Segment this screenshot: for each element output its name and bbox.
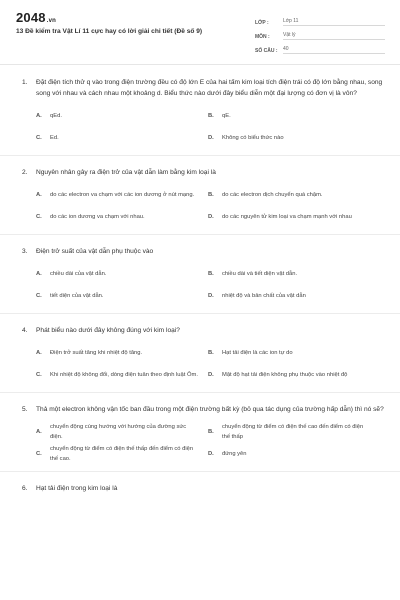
meta-row-class [255, 12, 385, 26]
question-2 [0, 156, 400, 235]
question-text: Thả một electron không vận tốc ban đầu trong một điện trường bất kỳ (bỏ qua tác dụng của trường hấp dẫn) thì nó sẽ? [36, 406, 384, 413]
option-text: do các electron dịch chuyển quá chậm. [222, 192, 323, 198]
option-letter: C. [36, 135, 42, 141]
option-letter: B. [208, 192, 214, 198]
question-number: 6. [22, 485, 28, 492]
option-letter: B. [208, 429, 214, 435]
question-list [0, 66, 400, 500]
answer-options [22, 263, 384, 307]
option-letter: D. [208, 372, 214, 378]
option-letter: D. [208, 451, 214, 457]
option-c[interactable] [36, 206, 208, 228]
answer-options [22, 421, 384, 465]
meta-value: Vật lý [283, 32, 385, 40]
meta-label: LỚP : [255, 20, 269, 26]
option-text: Hạt tải điện là các ion tự do [222, 350, 293, 356]
option-text: chiều dài và tiết diện vật dẫn. [222, 271, 298, 277]
question-6 [0, 472, 400, 500]
option-text: Ed. [50, 135, 59, 141]
option-d[interactable] [208, 364, 380, 386]
question-text: Phát biểu nào dưới đây không đúng với kim loại? [36, 327, 180, 334]
header-divider [0, 64, 400, 65]
meta-value: 40 [283, 46, 385, 54]
question-3 [0, 235, 400, 314]
option-text: Khi nhiệt độ không đổi, dòng điện tuân theo định luật Ôm. [50, 372, 198, 378]
question-header [22, 325, 384, 336]
answer-options [22, 105, 384, 149]
option-letter: D. [208, 293, 214, 299]
meta-value: Lớp 11 [283, 18, 385, 26]
meta-row-subject [255, 26, 385, 40]
option-letter: D. [208, 135, 214, 141]
option-letter: A. [36, 192, 42, 198]
option-letter: A. [36, 350, 42, 356]
option-letter: A. [36, 271, 42, 277]
option-d[interactable] [208, 206, 380, 228]
question-number: 5. [22, 406, 28, 413]
option-a[interactable] [36, 342, 208, 364]
option-text: do các electron va chạm với các ion dương ở nút mạng. [50, 192, 195, 198]
question-text: Điện trở suất của vật dẫn phụ thuộc vào [36, 248, 154, 255]
option-d[interactable] [208, 285, 380, 307]
answer-options [22, 184, 384, 228]
option-text: chuyển động từ điểm có điện thế thấp đến điểm có điện thế cao. [50, 446, 194, 462]
option-text: qEd. [50, 113, 62, 119]
answer-options [22, 342, 384, 386]
option-text: tiết diện của vật dẫn. [50, 293, 104, 299]
option-text: chuyển động cùng hướng với hướng của đường sức điện. [50, 424, 187, 440]
option-text: đứng yên [222, 451, 247, 457]
meta-row-count [255, 40, 385, 54]
option-c[interactable] [36, 443, 208, 465]
option-letter: D. [208, 214, 214, 220]
option-b[interactable] [208, 184, 380, 206]
option-d[interactable] [208, 127, 380, 149]
option-letter: C. [36, 372, 42, 378]
option-text: do các nguyên tử kim loại va chạm mạnh với nhau [222, 214, 352, 220]
option-a[interactable] [36, 184, 208, 206]
question-number: 2. [22, 169, 28, 176]
question-text: Đặt điện tích thử q vào trong điện trường đều có độ lớn E của hai tấm kim loại tích điện trái có độ lớn bằng nhau, song song với nhau và cách nhau một khoảng d. Biểu thức nào dưới đây biểu diễn một đại lượng có đơn vị là vôn? [36, 79, 383, 97]
option-text: do các ion dương va chạm với nhau. [50, 214, 145, 220]
option-text: Mật độ hạt tải điện không phụ thuộc vào nhiệt độ [222, 372, 348, 378]
option-letter: B. [208, 113, 214, 119]
site-logo[interactable] [16, 10, 56, 25]
option-c[interactable] [36, 127, 208, 149]
option-letter: A. [36, 429, 42, 435]
option-b[interactable] [208, 421, 380, 443]
option-a[interactable] [36, 263, 208, 285]
option-letter: A. [36, 113, 42, 119]
question-header [22, 404, 384, 415]
question-number: 4. [22, 327, 28, 334]
question-number: 3. [22, 248, 28, 255]
question-4 [0, 314, 400, 393]
question-number: 1. [22, 79, 28, 86]
document-meta [255, 12, 385, 54]
option-c[interactable] [36, 364, 208, 386]
option-c[interactable] [36, 285, 208, 307]
option-text: Điện trở suất tăng khi nhiệt độ tăng. [50, 350, 143, 356]
option-text: chiều dài của vật dẫn. [50, 271, 107, 277]
question-header [22, 483, 384, 494]
document-title: 13 Đề kiểm tra Vật Lí 11 cực hay có lời giải chi tiết (Đề số 9) [16, 28, 203, 35]
question-header [22, 77, 384, 99]
option-text: chuyển động từ điểm có điện thế cao đến điểm có điện thế thấp [222, 424, 364, 440]
question-1 [0, 66, 400, 156]
option-a[interactable] [36, 421, 208, 443]
option-b[interactable] [208, 105, 380, 127]
brand-name: 2048 [16, 10, 46, 25]
option-letter: B. [208, 271, 214, 277]
option-b[interactable] [208, 263, 380, 285]
option-letter: B. [208, 350, 214, 356]
option-text: qE. [222, 113, 231, 119]
option-letter: C. [36, 214, 42, 220]
option-letter: C. [36, 451, 42, 457]
question-header [22, 167, 384, 178]
brand-suffix: .vn [46, 18, 57, 24]
question-text: Hạt tải điện trong kim loại là [36, 485, 118, 492]
option-b[interactable] [208, 342, 380, 364]
meta-label: SỐ CÂU : [255, 48, 278, 54]
question-5 [0, 393, 400, 472]
option-a[interactable] [36, 105, 208, 127]
header [0, 0, 400, 58]
option-letter: C. [36, 293, 42, 299]
question-text: Nguyên nhân gây ra điện trở của vật dẫn làm bằng kim loại là [36, 169, 216, 176]
question-header [22, 246, 384, 257]
meta-label: MÔN : [255, 34, 270, 40]
option-text: nhiệt độ và bản chất của vật dẫn [222, 293, 306, 299]
option-d[interactable] [208, 443, 380, 465]
option-text: Không có biểu thức nào [222, 135, 284, 141]
